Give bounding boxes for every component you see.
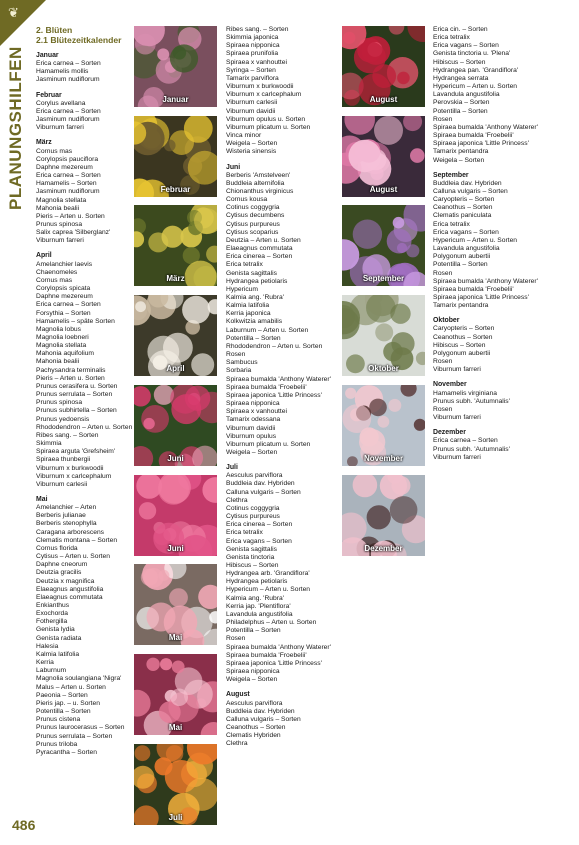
- photo-caption: Januar: [162, 95, 189, 104]
- photo-caption: Juni: [167, 544, 184, 553]
- flower-photo: [134, 205, 217, 286]
- plant-name: Malus – Arten u. Sorten: [36, 683, 106, 691]
- flower-photo: [342, 116, 425, 197]
- plant-name: Cytisus purpureus: [226, 513, 280, 521]
- photo-caption: November: [363, 454, 404, 463]
- plant-name: Berberis 'Amstelveen': [226, 171, 291, 179]
- plant-name: Sorbaria: [226, 367, 252, 375]
- plant-name: Cotinus coggygria: [226, 204, 280, 212]
- plant-name: Lavandula angustifolia: [433, 91, 500, 99]
- plant-name: Erica vagans – Sorten: [226, 537, 292, 545]
- photo-caption: September: [362, 274, 405, 283]
- plant-name: Erica carnea – Sorten: [36, 172, 101, 180]
- plant-name: Rosen: [433, 405, 453, 413]
- plant-name: Aesculus parviflora: [226, 472, 283, 480]
- flower-photo: [342, 475, 425, 556]
- photo-caption: Oktober: [368, 364, 399, 373]
- plant-name: Potentilla – Sorten: [226, 334, 281, 342]
- month-group: [36, 496, 132, 757]
- plant-name: Hibiscus – Sorten: [226, 562, 279, 569]
- plant-name: Hypericum – Arten u. Sorten: [226, 586, 311, 594]
- plant-name: Viburnum davidii: [226, 107, 276, 115]
- plant-name: Rosen: [226, 635, 246, 643]
- plant-name: Clematis Hybriden: [226, 732, 281, 740]
- month-title: März: [36, 139, 52, 147]
- plant-name: Viburnum carlesii: [36, 480, 88, 488]
- plant-name: Hypericum – Arten u. Sorten: [433, 83, 518, 91]
- flower-photo: [342, 295, 425, 376]
- plant-name: Polygonum aubertii: [433, 253, 491, 261]
- plant-name: Hypericum: [226, 285, 258, 293]
- plant-name: Erica tetralix: [433, 220, 470, 228]
- plant-name: Erica tetralix: [433, 34, 470, 42]
- plant-name: Laburnum – Arten u. Sorten: [226, 326, 309, 334]
- plant-name: Corylus avellana: [36, 99, 86, 107]
- plant-name: Viburnum x carlcephalum: [36, 472, 112, 480]
- plant-name: Jasminum nudiflorum: [36, 188, 100, 196]
- plant-name: Corylopsis pauciflora: [36, 155, 99, 163]
- month-title: April: [36, 252, 52, 260]
- plant-name: Cytisus – Arten u. Sorten: [36, 553, 110, 561]
- plant-name: Jasminum nudiflorum: [36, 76, 100, 84]
- plant-name: Rosen: [226, 351, 246, 359]
- plant-name: Prunus subh. 'Autumnalis': [433, 445, 510, 453]
- plant-name: Weigela – Sorten: [433, 156, 485, 164]
- plant-name: Ribes sang. – Sorten: [36, 431, 99, 439]
- plant-name: Spiraea arguta 'Grefsheim': [36, 448, 116, 456]
- plant-name: Weigela – Sorten: [226, 448, 278, 456]
- flower-photo: [134, 385, 217, 466]
- plant-name: Fothergilla: [36, 618, 68, 626]
- subsection-title: 2.1 Blütezeitkalender: [36, 34, 122, 45]
- flower-photo: [342, 26, 425, 107]
- plant-name: Spiraea bumalda 'Anthony Waterer': [226, 643, 331, 651]
- plant-name: Erica cin. – Sorten: [433, 26, 488, 33]
- plant-name: Potentilla – Sorten: [433, 261, 488, 269]
- plant-name: Caryopteris – Sorten: [433, 325, 495, 333]
- plant-icon: ❦: [8, 6, 19, 21]
- plant-name: Rhododendron – Arten u. Sorten: [226, 342, 323, 350]
- plant-name: Lavandula angustifolia: [433, 245, 500, 253]
- plant-name: Deutzia – Arten u. Sorten: [226, 236, 301, 244]
- plant-name: Hibiscus – Sorten: [433, 58, 486, 66]
- plant-name: Berberis stenophylla: [36, 520, 97, 528]
- plant-name: Viburnum farreri: [36, 124, 84, 132]
- plant-name: Clethra: [226, 740, 248, 748]
- plant-name: Deutzia gracilis: [36, 569, 82, 577]
- plant-name: Sambucus: [226, 359, 258, 367]
- plant-name: Hydrangea petiolaris: [226, 277, 288, 285]
- plant-name: Hydrangea arb. 'Grandiflora': [226, 570, 310, 578]
- month-group: [226, 691, 331, 748]
- plant-name: Rhododendron – Arten u. Sorten: [36, 423, 133, 431]
- plant-name: Prunus spinosa: [36, 399, 83, 407]
- plant-name: Hamamelis – Sorten: [36, 180, 97, 188]
- plant-name: Weigela – Sorten: [226, 676, 278, 684]
- plant-name: Daphne cneorum: [36, 561, 88, 569]
- plant-name: Cytisus decumbens: [226, 212, 285, 220]
- plant-name: Spiraea japonica 'Little Princess': [226, 391, 322, 399]
- month-group: [433, 172, 538, 311]
- flower-photo: [134, 744, 217, 825]
- calendar-column-3: [433, 26, 538, 462]
- plant-name: Daphne mezereum: [36, 163, 93, 171]
- plant-name: Spiraea thunbergii: [36, 456, 91, 464]
- plant-name: Cornus mas: [36, 276, 73, 284]
- month-group: [433, 317, 538, 374]
- plant-name: Genista sagittalis: [226, 269, 277, 277]
- plant-name: Hibiscus – Sorten: [433, 341, 486, 349]
- plant-name: Caryopteris – Sorten: [433, 196, 495, 204]
- plant-name: Spiraea nipponica: [226, 42, 280, 50]
- plant-name: Salix caprea 'Silberglanz': [36, 229, 111, 237]
- plant-name: Chionanthus virginicus: [226, 187, 294, 195]
- plant-name: Corylopsis spicata: [36, 285, 91, 293]
- month-group: [36, 92, 132, 133]
- plant-name: Weigela – Sorten: [226, 140, 278, 148]
- plant-name: Hydrangea pan. 'Grandiflora': [433, 66, 519, 74]
- plant-name: Kerria japonica: [226, 310, 271, 318]
- plant-name: Calluna vulgaris – Sorten: [226, 715, 301, 723]
- plant-name: Cytisus purpureus: [226, 220, 280, 228]
- plant-name: Prunus yedoensis: [36, 415, 90, 423]
- plant-name: Forsythia – Sorten: [36, 309, 91, 317]
- plant-name: Syringa – Sorten: [226, 66, 276, 74]
- plant-name: Wisteria sinensis: [226, 148, 277, 156]
- plant-name: Enkianthus: [36, 602, 70, 609]
- plant-name: Prunus laurocerasus – Sorten: [36, 724, 125, 732]
- plant-name: Prunus triloba: [36, 740, 78, 748]
- plant-name: Cornus mas: [36, 147, 73, 155]
- plant-name: Mahonia bealii: [36, 204, 80, 212]
- photo-caption: Februar: [160, 185, 191, 194]
- month-group: [226, 26, 331, 157]
- plant-name: Spiraea bumalda 'Froebelii': [226, 383, 307, 391]
- plant-name: Tamarix pentandra: [433, 148, 489, 156]
- plant-name: Viburnum x burkwoodii: [226, 83, 294, 91]
- plant-name: Berberis julianae: [36, 512, 86, 520]
- month-title: Oktober: [433, 317, 460, 325]
- plant-name: Skimmia: [36, 440, 62, 448]
- plant-name: Cotinus coggygria: [226, 504, 280, 512]
- plant-name: Mahonia bealii: [36, 358, 80, 366]
- plant-name: Hamamelis virginiana: [433, 389, 497, 397]
- plant-name: Rosen: [433, 269, 453, 277]
- plant-name: Spiraea x vanhouttei: [226, 58, 287, 66]
- plant-name: Halesia: [36, 642, 59, 650]
- plant-name: Kolkwitzia amabilis: [226, 318, 283, 326]
- plant-name: Viburnum farreri: [433, 453, 481, 461]
- plant-name: Buddleia dav. Hybriden: [433, 179, 502, 187]
- page-number: 486: [12, 817, 36, 833]
- plant-name: Erica carnea – Sorten: [433, 437, 498, 445]
- flower-photo: [134, 475, 217, 556]
- plant-name: Spiraea bumalda 'Froebelii': [433, 285, 514, 293]
- plant-name: Viburnum plicatum u. Sorten: [226, 123, 311, 131]
- plant-name: Erica vagans – Sorten: [433, 42, 499, 50]
- calendar-column-1: [36, 26, 132, 757]
- plant-name: Tamarix odessana: [226, 416, 281, 424]
- photo-caption: März: [166, 274, 185, 283]
- plant-name: Hamamelis mollis: [36, 68, 89, 76]
- plant-name: Magnolia soulangiana 'Nigra': [36, 675, 122, 683]
- photo-caption: August: [369, 95, 398, 104]
- photo-caption: August: [369, 185, 398, 194]
- plant-name: Prunus subh. 'Autumnalis': [433, 397, 510, 405]
- flower-photo: [134, 295, 217, 376]
- month-group: [433, 381, 538, 422]
- plant-name: Magnolia stellata: [36, 342, 87, 350]
- plant-name: Buddleia dav. Hybriden: [226, 480, 295, 488]
- plant-name: Ceanothus – Sorten: [433, 204, 493, 212]
- plant-name: Viburnum carlesii: [226, 99, 278, 107]
- plant-name: Spiraea japonica 'Little Princess': [433, 140, 529, 148]
- plant-name: Viburnum davidii: [226, 424, 276, 432]
- month-group: [36, 252, 132, 489]
- month-title: Dezember: [433, 429, 466, 437]
- plant-name: Tamarix pentandra: [433, 302, 489, 310]
- plant-name: Magnolia loebneri: [36, 334, 89, 341]
- plant-name: Prunus cistena: [36, 716, 81, 724]
- plant-name: Clethra: [226, 496, 248, 504]
- plant-name: Elaeagnus commutata: [36, 593, 103, 601]
- plant-name: Buddleia dav. Hybriden: [226, 707, 295, 715]
- month-group: [36, 139, 132, 245]
- photo-caption: Mai: [168, 723, 183, 732]
- flower-photo: [134, 26, 217, 107]
- plant-name: Viburnum farreri: [433, 366, 481, 374]
- plant-name: Hydrangea serrata: [433, 74, 489, 82]
- plant-name: Erica vagans – Sorten: [433, 228, 499, 236]
- plant-name: Erica carnea – Sorten: [36, 60, 101, 68]
- plant-name: Kalmia ang. 'Rubra': [226, 294, 284, 301]
- photo-caption: Juli: [168, 813, 183, 822]
- plant-name: Ceanothus – Sorten: [433, 333, 493, 341]
- month-title: Juli: [226, 464, 238, 472]
- plant-name: Hamamelis – späte Sorten: [36, 317, 115, 325]
- plant-name: Ribes sang. – Sorten: [226, 26, 289, 33]
- flower-photo: [342, 385, 425, 466]
- plant-name: Erica cinerea – Sorten: [226, 521, 293, 529]
- plant-name: Amelanchier – Arten: [36, 504, 97, 512]
- plant-name: Genista tinctoria: [226, 553, 275, 561]
- plant-name: Kalmia ang. 'Rubra': [226, 594, 284, 602]
- plant-name: Lavandula angustifolia: [226, 610, 293, 618]
- plant-name: Perovskia – Sorten: [433, 99, 490, 107]
- plant-name: Viburnum opulus: [226, 432, 277, 440]
- month-title: Februar: [36, 91, 62, 99]
- photo-caption: Mai: [168, 633, 183, 642]
- plant-name: Chaenomeles: [36, 268, 78, 276]
- flower-photo: [134, 116, 217, 197]
- plant-name: Clematis montana – Sorten: [36, 536, 118, 544]
- plant-name: Viburnum opulus u. Sorten: [226, 115, 306, 123]
- plant-name: Prunus serrulata – Sorten: [36, 391, 113, 399]
- plant-name: Kerria: [36, 659, 54, 667]
- plant-name: Spiraea bumalda 'Anthony Waterer': [433, 277, 538, 285]
- plant-name: Kalmia latifolia: [226, 302, 270, 310]
- plant-name: Rosen: [433, 115, 453, 123]
- flower-photo: [342, 205, 425, 286]
- plant-name: Calluna vulgaris – Sorten: [226, 488, 301, 496]
- plant-name: Spiraea x vanhouttei: [226, 408, 287, 416]
- plant-name: Skimmia japonica: [226, 34, 279, 42]
- plant-name: Viburnum farreri: [36, 237, 84, 245]
- month-title: November: [433, 381, 467, 389]
- month-group: [226, 464, 331, 684]
- plant-name: Tamarix parviflora: [226, 74, 279, 82]
- plant-name: Potentilla – Sorten: [226, 627, 281, 635]
- plant-name: Pieris – Arten u. Sorten: [36, 212, 105, 220]
- plant-name: Deutzia x magnifica: [36, 577, 95, 585]
- plant-name: Mahonia aquifolium: [36, 350, 94, 358]
- plant-name: Kalmia latifolia: [36, 650, 80, 658]
- plant-name: Vinca minor: [226, 132, 262, 140]
- plant-name: Viburnum plicatum u. Sorten: [226, 440, 311, 448]
- plant-name: Clematis paniculata: [433, 212, 492, 220]
- plant-name: Prunus cerasifera u. Sorten: [36, 382, 118, 390]
- plant-name: Jasminum nudiflorum: [36, 116, 100, 124]
- month-group: [433, 429, 538, 462]
- plant-name: Exochorda: [36, 610, 68, 618]
- plant-name: Elaeagnus angustifolia: [36, 585, 104, 593]
- plant-name: Rosen: [433, 358, 453, 366]
- plant-name: Genista lydia: [36, 626, 75, 634]
- plant-name: Magnolia stellata: [36, 196, 87, 204]
- plant-name: Potentilla – Sorten: [433, 107, 488, 115]
- plant-name: Erica tetralix: [226, 529, 263, 537]
- plant-name: Spiraea bumalda 'Froebelii': [226, 651, 307, 659]
- month-title: September: [433, 171, 469, 179]
- plant-name: Prunus serrulata – Sorten: [36, 732, 113, 740]
- plant-name: Calluna vulgaris – Sorten: [433, 187, 508, 195]
- month-title: Mai: [36, 495, 48, 503]
- plant-name: Amelanchier laevis: [36, 260, 93, 268]
- photo-caption: Dezember: [364, 544, 403, 553]
- plant-name: Pieris jap. – u. Sorten: [36, 699, 100, 707]
- plant-name: Spiraea nipponica: [226, 668, 280, 676]
- plant-name: Spiraea japonica 'Little Princess': [433, 294, 529, 301]
- plant-name: Viburnum x carlcephalum: [226, 91, 302, 99]
- month-title: Juni: [226, 163, 241, 171]
- month-group: [36, 52, 132, 85]
- flower-photo: [134, 564, 217, 645]
- calendar-column-2: [226, 26, 331, 748]
- plant-name: Pyracantha – Sorten: [36, 748, 97, 756]
- section-sidebar: [6, 46, 26, 210]
- plant-name: Spiraea bumalda 'Froebelii': [433, 132, 514, 140]
- sidebar-title: PLANUNGSHILFEN: [6, 46, 25, 210]
- flower-photo: [134, 654, 217, 735]
- plant-name: Kerria jap. 'Plentiflora': [226, 602, 291, 610]
- plant-name: Philadelphus – Arten u. Sorten: [226, 619, 317, 627]
- month-group: [433, 26, 538, 165]
- plant-name: Magnolia lobus: [36, 325, 81, 333]
- plant-name: Genista sagittalis: [226, 545, 277, 553]
- month-title: Januar: [36, 52, 59, 59]
- plant-name: Cytisus scoparius: [226, 228, 279, 236]
- plant-name: Elaeagnus commutata: [226, 245, 293, 253]
- photo-caption: Juni: [167, 454, 184, 463]
- plant-name: Daphne mezereum: [36, 293, 93, 301]
- plant-name: Erica cinerea – Sorten: [226, 253, 293, 261]
- plant-name: Spiraea bumalda 'Anthony Waterer': [433, 123, 538, 131]
- plant-name: Laburnum: [36, 667, 67, 675]
- plant-name: Erica carnea – Sorten: [36, 107, 101, 115]
- section-title: 2. Blüten: [36, 25, 73, 35]
- month-group: [226, 164, 331, 458]
- plant-name: Spiraea nipponica: [226, 400, 280, 408]
- plant-name: Aesculus parviflora: [226, 699, 283, 707]
- plant-name: Cornus florida: [36, 544, 78, 552]
- month-title: August: [226, 691, 250, 699]
- plant-name: Ceanothus – Sorten: [226, 723, 286, 731]
- plant-name: Genista tinctoria u. 'Plena': [433, 50, 511, 58]
- plant-name: Hydrangea petiolaris: [226, 578, 288, 586]
- plant-name: Caragana arborescens: [36, 528, 105, 536]
- photo-caption: April: [166, 364, 185, 373]
- plant-name: Pieris – Arten u. Sorten: [36, 374, 105, 382]
- plant-name: Viburnum x burkwoodii: [36, 464, 104, 472]
- plant-name: Viburnum farreri: [433, 414, 481, 422]
- plant-name: Buddleia alternifolia: [226, 179, 285, 187]
- plant-name: Erica tetralix: [226, 261, 263, 269]
- plant-name: Cornus kousa: [226, 196, 268, 204]
- plant-name: Prunus spinosa: [36, 220, 83, 228]
- plant-name: Paeonia – Sorten: [36, 691, 88, 699]
- plant-name: Genista radiata: [36, 634, 82, 642]
- plant-name: Pachysandra terminalis: [36, 366, 106, 374]
- plant-name: Erica carnea – Sorten: [36, 301, 101, 309]
- plant-name: Spiraea bumalda 'Anthony Waterer': [226, 375, 331, 383]
- plant-name: Potentilla – Sorten: [36, 708, 91, 716]
- plant-name: Hypericum – Arten u. Sorten: [433, 236, 518, 244]
- plant-name: Spiraea prunifolia: [226, 50, 279, 58]
- plant-name: Spiraea japonica 'Little Princess': [226, 659, 322, 667]
- plant-name: Polygonum aubertii: [433, 349, 491, 357]
- plant-name: Prunus subhirtella – Sorten: [36, 407, 117, 415]
